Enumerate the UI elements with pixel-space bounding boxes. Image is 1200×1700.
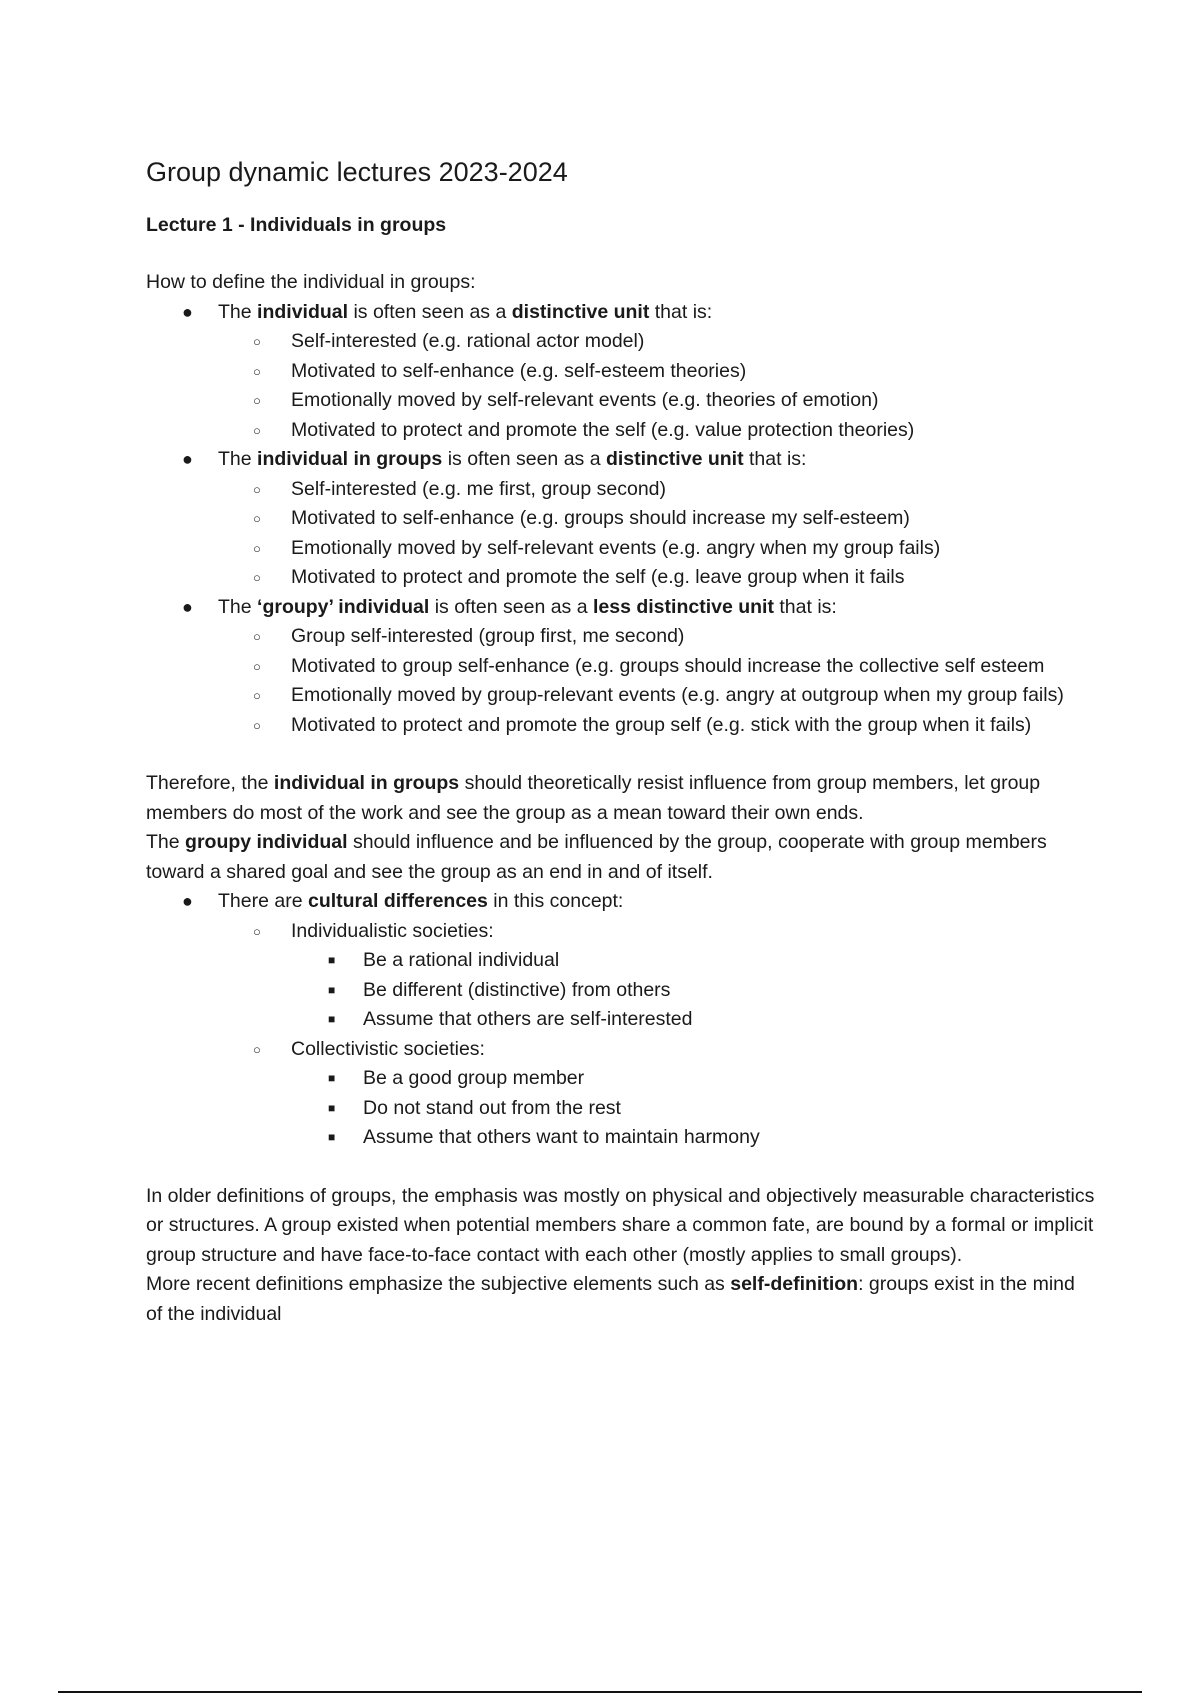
- list-item: ○ Emotionally moved by self-relevant events (e.g. theories of emotion): [218, 386, 1096, 416]
- page-bottom-rule: [58, 1691, 1142, 1693]
- cultural-list: [146, 887, 1096, 1153]
- definition-item-individual-in-groups: ● The individual in groups is often seen as a distinctive unit that is: ○ Self-interested (e.g. me first, group second) ○ Motivated to self-enhance (e.g. groups should increase my self-esteem) ○ Emotionally moved by self-relevant events (e.g. angry when my group fails) ○ Motivated to protect and promote the self (e.g. leave group when it fails: [146, 445, 1096, 593]
- individualistic-item: ○ Individualistic societies: ■ Be a rational individual ■ Be different (distinctive) from others ■ Assume that others are self-interested: [218, 917, 1096, 1035]
- list-item: ■ Be a rational individual: [291, 946, 1096, 976]
- list-item: ○ Group self-interested (group first, me second): [218, 622, 1096, 652]
- list-item: ○ Motivated to self-enhance (e.g. self-esteem theories): [218, 357, 1096, 387]
- list-item: ○ Motivated to self-enhance (e.g. groups should increase my self-esteem): [218, 504, 1096, 534]
- circle-bullet-icon: ○: [253, 717, 261, 733]
- list-item: ■ Assume that others want to maintain harmony: [291, 1123, 1096, 1153]
- bullet-icon: ●: [182, 301, 193, 322]
- list-item: ○ Motivated to protect and promote the self (e.g. value protection theories): [218, 416, 1096, 446]
- bullet-icon: ●: [182, 891, 193, 911]
- document-title: Group dynamic lectures 2023-2024: [146, 157, 568, 187]
- circle-bullet-icon: ○: [253, 481, 261, 497]
- list-item: ○ Emotionally moved by self-relevant events (e.g. angry when my group fails): [218, 534, 1096, 564]
- circle-bullet-icon: ○: [253, 334, 261, 349]
- list-item: ○ Motivated to protect and promote the group self (e.g. stick with the group when it fails): [218, 711, 1096, 741]
- list-item: ○ Emotionally moved by group-relevant events (e.g. angry at outgroup when my group fails): [218, 681, 1096, 711]
- list-item: ■ Be a good group member: [291, 1064, 1096, 1094]
- circle-bullet-icon: ○: [253, 363, 261, 379]
- list-item: ○ Motivated to group self-enhance (e.g. groups should increase the collective self esteem: [218, 652, 1096, 682]
- definition-item-individual: ● The individual is often seen as a distinctive unit that is: ○ Self-interested (e.g. rational actor model) ○ Motivated to self-enhance (e.g. self-esteem theories) ○ Emotionally moved by self-relevant events (e.g. theories of emotion) ○ Motivated to protect and promote the self (e.g. value protection theories): [146, 298, 1096, 446]
- list-item: ○ Motivated to protect and promote the self (e.g. leave group when it fails: [218, 563, 1096, 593]
- circle-bullet-icon: ○: [253, 540, 261, 556]
- list-item: ■ Assume that others are self-interested: [291, 1005, 1096, 1035]
- circle-bullet-icon: ○: [253, 511, 261, 526]
- document-page: [146, 140, 1096, 1329]
- list-item: ○ Self-interested (e.g. me first, group second): [218, 475, 1096, 505]
- circle-bullet-icon: ○: [253, 629, 261, 644]
- definition-item-groupy-individual: ● The ‘groupy’ individual is often seen as a less distinctive unit that is: ○ Group self-interested (group first, me second) ○ Motivated to group self-enhance (e.g. groups should increase the collective self esteem ○ Emotionally moved by group-relevant events (e.g. angry at outgroup when my group fails) ○ Motivated to protect and promote the group self (e.g. stick with the group when it fails): [146, 593, 1096, 741]
- older-definitions-paragraph: In older definitions of groups, the emphasis was mostly on physical and objectively measurable characteristics or structures. A group existed when potential members share a common fate, are bound by a formal or implicit group structure and have face-to-face contact with each other (mostly applies to small groups).: [146, 1184, 1095, 1266]
- therefore-paragraph: Therefore, the individual in groups should theoretically resist influence from group members, let group members do most of the work and see the group as a mean toward their own ends. The groupy individual should influence and be influenced by the group, cooperate with group members toward a shared goal and see the group as an end in and of itself.: [146, 772, 1047, 883]
- list-item: ■ Do not stand out from the rest: [291, 1094, 1096, 1124]
- circle-bullet-icon: ○: [253, 422, 261, 438]
- circle-bullet-icon: ○: [253, 923, 261, 939]
- list-item: ■ Be different (distinctive) from others: [291, 976, 1096, 1006]
- collectivistic-item: ○ Collectivistic societies: ■ Be a good group member ■ Do not stand out from the rest ■ Assume that others want to maintain harmony: [218, 1035, 1096, 1153]
- cultural-differences-item: ● There are cultural differences in this concept: ○ Individualistic societies: ■ Be a rational individual ■ Be different (distinctive) from others ■ Assume that others are self-interested ○ Collectivistic societies: ■ Be a good group member ■ Do not stand out from the rest ■ Assume that others want to maintain harmony: [146, 887, 1096, 1153]
- circle-bullet-icon: ○: [253, 393, 261, 408]
- circle-bullet-icon: ○: [253, 570, 261, 585]
- bullet-icon: ●: [182, 449, 193, 469]
- square-bullet-icon: ■: [328, 1130, 336, 1144]
- bullet-icon: ●: [182, 596, 193, 617]
- square-bullet-icon: ■: [328, 953, 336, 967]
- square-bullet-icon: ■: [328, 982, 336, 997]
- square-bullet-icon: ■: [328, 1071, 336, 1085]
- circle-bullet-icon: ○: [253, 1041, 261, 1057]
- square-bullet-icon: ■: [328, 1012, 336, 1026]
- circle-bullet-icon: ○: [253, 658, 261, 674]
- recent-definitions-paragraph: More recent definitions emphasize the subjective elements such as self-definition: groups exist in the mind of the individual: [146, 1273, 1075, 1325]
- square-bullet-icon: ■: [328, 1100, 336, 1115]
- intro-text: How to define the individual in groups:: [146, 271, 476, 293]
- lecture-heading: Lecture 1 - Individuals in groups: [146, 214, 447, 236]
- list-item: ○ Self-interested (e.g. rational actor model): [218, 327, 1096, 357]
- circle-bullet-icon: ○: [253, 688, 261, 703]
- definition-list: [146, 298, 1096, 741]
